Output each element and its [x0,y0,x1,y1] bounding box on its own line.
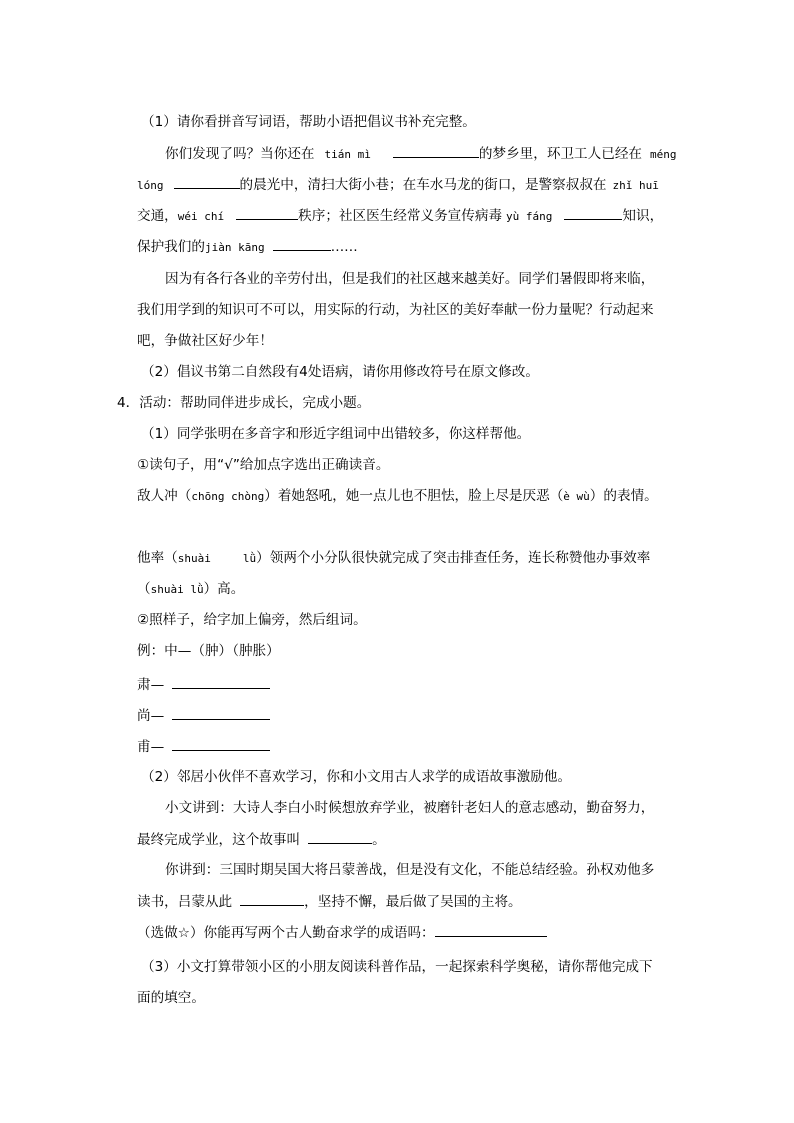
pinyin-options-shuai-lv: shuài lǜ [150,583,204,596]
optional-question [137,922,547,943]
item-label: 甫— [137,739,165,755]
pinyin-wei-chi: wéi chí [177,210,225,223]
pinyin-yu-fang: yù fáng [506,210,553,223]
pinyin-options-chong: chōng chòng [191,490,265,503]
text-segment: ，坚持不懈，最后做了吴国的主将。 [304,894,522,910]
pinyin-option-lv: lǜ [242,552,257,565]
item-label: 肃— [137,677,165,693]
answer-blank-yu-fang[interactable] [564,205,622,220]
text-segment: 敌人冲（ [137,488,192,504]
pinyin-long: lóng [137,179,164,192]
proposal-para2-line-1: 因为有各行各业的辛劳付出，但是我们的社区越来越美好。同学们暑假即将来临， [165,271,655,287]
proposal-line-1 [165,143,677,165]
text-segment: ）领两个小分队很快就完成了突击排查任务，连长称赞他办事效率 [256,550,651,566]
q4-part3-line-1: （3）小文打算带领小区的小朋友阅读科普作品，一起探索科学奥秘，请你帮他完成下 [141,959,653,975]
text-segment: 最终完成学业，这个故事叫 [137,832,301,848]
proposal-line-2 [137,174,659,196]
answer-blank-jian-kang[interactable] [273,236,331,251]
text-segment: 保护我们的 [137,239,205,255]
proposal-para2-line-3: 吧，争做社区好少年！ [137,333,273,349]
text-segment: 交通， [137,208,178,224]
q4-sub2-title: ②照样子，给字加上偏旁，然后组词。 [137,612,367,628]
answer-blank-wei-chi[interactable] [236,205,298,220]
answer-blank-fu[interactable] [172,736,270,751]
pinyin-jian-kang: jiàn kāng [204,241,265,254]
pinyin-options-ewu: è wù [563,490,590,503]
proposal-line-3 [137,205,663,227]
q4-part1-title: （1）同学张明在多音字和形近字组词中出错较多，你这样帮他。 [141,426,531,442]
answer-blank-idiom-2[interactable] [240,891,304,906]
proposal-para2-line-2: 我们用学到的知识可不可以，用实际的行动，为社区的美好奉献一份力量呢？行动起来 [137,302,654,318]
text-segment: （选做☆）你能再写两个古人勤奋求学的成语吗： [137,925,435,941]
text-segment: …… [330,239,358,255]
your-story-line-1: 你讲到：三国时期吴国大将吕蒙善战，但是没有文化，不能总结经验。孙权劝他多 [165,862,655,878]
your-story-line-2 [137,891,522,912]
pronunciation-sentence-3 [137,579,244,600]
xiaowen-story-line-1: 小文讲到：大诗人李白小时候想放弃学业，被磨针老妇人的意志感动，勤奋努力， [165,800,655,816]
answer-blank-idiom-1[interactable] [308,829,372,844]
pinyin-option-shuai: shuài [177,552,211,565]
text-segment: 秩序；社区医生经常义务宣传病毒 [298,208,503,224]
radical-item-shang [137,705,270,726]
pronunciation-sentence-2 [137,548,650,569]
radical-item-su [137,674,270,695]
proposal-line-4 [137,236,358,258]
text-segment: 你们发现了吗？当你还在 [165,146,315,162]
answer-blank-optional[interactable] [435,922,547,937]
q3-part1-instruction: （1）请你看拼音写词语，帮助小语把倡议书补充完整。 [141,114,476,130]
q4-sub1-title: ①读句子，用“√”给加点字选出正确读音。 [137,457,390,473]
q4-heading: 4．活动：帮助同伴进步成长，完成小题。 [117,395,371,411]
text-segment: 知识， [622,208,664,224]
xiaowen-story-line-2 [137,829,386,850]
text-segment: 的晨光中，清扫大街小巷；在车水马龙的街口，是警察叔叔在 [239,177,607,193]
text-segment: 。 [372,832,386,848]
text-segment: 的梦乡里，环卫工人已经在 [478,146,643,162]
pronunciation-sentence-1 [137,486,658,507]
pinyin-zhi-hui: zhǐ huī [612,179,659,192]
q4-part3-line-2: 面的填空。 [137,990,205,1006]
text-segment: 读书，吕蒙从此 [137,894,233,910]
q3-part2-instruction: （2）倡议书第二自然段有4处语病，请你用修改符号在原文修改。 [141,364,539,380]
text-segment: （ [137,581,151,597]
answer-blank-shang[interactable] [172,705,270,720]
radical-item-fu [137,736,270,757]
text-segment: ）的表情。 [589,488,658,504]
answer-blank-meng-long[interactable] [174,174,240,189]
text-segment: ）高。 [203,581,245,597]
text-segment: 他率（ [137,550,178,566]
item-label: 尚— [137,708,165,724]
q4-part2-title: （2）邻居小伙伴不喜欢学习，你和小文用古人求学的成语故事激励他。 [141,769,572,785]
pinyin-meng: méng [650,148,677,161]
radical-example: 例：中—（肿）（肿胀） [137,643,280,659]
pinyin-tian-mi: tián mì [324,148,371,161]
answer-blank-tian-mi[interactable] [393,143,479,158]
text-segment: ）着她怒吼，她一点儿也不胆怯，脸上尽是厌恶（ [264,488,564,504]
answer-blank-su[interactable] [172,674,270,689]
